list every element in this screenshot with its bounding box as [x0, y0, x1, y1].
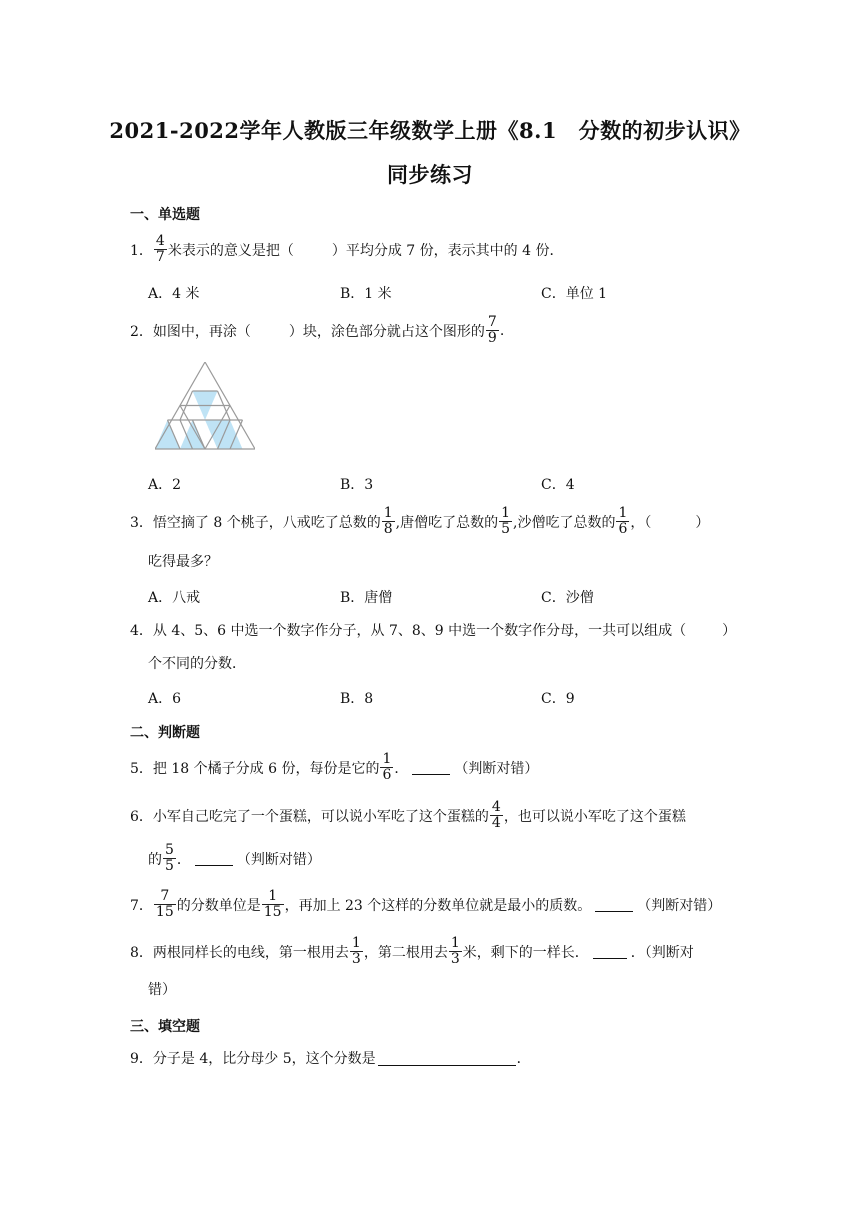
question-6-continued — [148, 843, 321, 874]
option-c[interactable]: C．4 — [541, 477, 575, 493]
question-text: ，也可以说小军吃了这个蛋糕 — [503, 808, 686, 825]
question-text-continued: 吃得最多？ — [148, 554, 218, 570]
answer-blank[interactable] — [195, 851, 233, 866]
question-number: 7． — [130, 897, 153, 914]
question-text-continued: 个不同的分数． — [148, 656, 246, 672]
fraction — [163, 843, 176, 874]
numerator: 5 — [165, 842, 174, 858]
question-text: 的 — [148, 851, 162, 868]
option-b[interactable]: B．1 米 — [340, 286, 392, 302]
question-text: ,唐僧吃了总数的 — [395, 514, 499, 531]
answer-blank[interactable] — [412, 760, 450, 775]
page-title: 2021-2022学年人教版三年级数学上册《8.1 分数的初步认识》 — [109, 118, 751, 143]
question-text: 分子是 4，比分母少 5，这个分数是 — [152, 1051, 376, 1067]
numerator: 1 — [618, 505, 628, 521]
question-number: 5． — [130, 760, 153, 777]
question-text: ） — [695, 514, 710, 531]
denominator: 7 — [155, 249, 165, 265]
numerator: 1 — [268, 888, 278, 904]
denominator: 15 — [155, 904, 174, 920]
section-heading-single-choice: 一、单选题 — [130, 207, 200, 223]
denominator: 6 — [618, 521, 628, 537]
denominator: 3 — [351, 951, 361, 967]
shaded-triangle — [180, 420, 205, 449]
denominator: 4 — [491, 815, 501, 831]
question-2 — [130, 315, 504, 346]
numerator: 4 — [155, 233, 165, 249]
answer-blank[interactable] — [378, 1051, 516, 1066]
question-text: （判断对错） — [637, 897, 722, 914]
fraction — [382, 506, 395, 537]
question-1 — [130, 234, 563, 265]
question-text: ．（判断对 — [630, 944, 694, 961]
denominator: 9 — [487, 330, 497, 346]
question-text: . — [499, 322, 505, 339]
numerator: 1 — [383, 505, 393, 521]
question-text: 小军自己吃完了一个蛋糕，可以说小军吃了这个蛋糕的 — [152, 808, 489, 825]
numerator: 7 — [160, 888, 170, 904]
question-text: 从 4、5、6 中选一个数字作分子，从 7、8、9 中选一个数字作分母，一共可以组成（ — [152, 623, 687, 639]
numerator: 1 — [382, 751, 392, 767]
fraction — [154, 889, 176, 920]
question-text: 米表示的意义是把（ — [167, 242, 294, 259]
option-b[interactable]: B．唐僧 — [340, 590, 393, 606]
question-text: 的分数单位是 — [176, 897, 261, 914]
numerator: 1 — [501, 505, 511, 521]
fraction — [490, 800, 503, 831]
denominator: 15 — [263, 904, 282, 920]
question-3 — [130, 506, 709, 537]
fraction — [449, 936, 462, 967]
denominator: 5 — [165, 858, 174, 874]
question-text: ，（ — [630, 514, 652, 531]
option-c[interactable]: C．9 — [541, 691, 575, 707]
question-text: ． — [516, 1051, 531, 1067]
question-text: ,沙僧吃了总数的 — [513, 514, 616, 531]
question-text: 米，剩下的一样长． — [462, 944, 589, 961]
question-text-continued: 错） — [148, 982, 176, 998]
fraction — [616, 506, 629, 537]
numerator: 4 — [491, 799, 501, 815]
question-number: 4． — [130, 623, 153, 639]
numerator: 1 — [450, 935, 460, 951]
question-9 — [130, 1048, 531, 1068]
fraction — [499, 506, 512, 537]
numerator: 1 — [351, 935, 361, 951]
option-c[interactable]: C．单位 1 — [541, 286, 608, 302]
question-number: 9． — [130, 1051, 153, 1067]
numerator: 7 — [487, 314, 497, 330]
question-text: （判断对错） — [454, 760, 539, 777]
question-8 — [130, 936, 694, 967]
triangle-figure — [155, 362, 255, 450]
option-c[interactable]: C．沙僧 — [541, 590, 594, 606]
answer-blank[interactable] — [593, 944, 627, 959]
fraction — [154, 234, 167, 265]
question-number: 2． — [130, 323, 153, 340]
question-6 — [130, 800, 686, 831]
answer-blank[interactable] — [595, 897, 633, 912]
option-b[interactable]: B．8 — [340, 691, 374, 707]
question-number: 6． — [130, 808, 153, 825]
section-heading-fill-in: 三、填空题 — [130, 1019, 200, 1035]
question-text: ）平均分成 7 份，表示其中的 4 份． — [331, 242, 564, 259]
question-text: 悟空摘了 8 个桃子，八戒吃了总数的 — [152, 514, 381, 531]
section-heading-true-false: 二、判断题 — [130, 725, 200, 741]
denominator: 5 — [501, 521, 511, 537]
option-a[interactable]: A．2 — [148, 477, 182, 493]
shaded-triangle — [155, 420, 180, 449]
question-text: ． — [394, 760, 409, 777]
question-text: （判断对错） — [236, 851, 321, 868]
question-text: ，第二根用去 — [363, 944, 448, 961]
option-b[interactable]: B．3 — [340, 477, 374, 493]
question-text: 两根同样长的电线，第一根用去 — [152, 944, 349, 961]
question-4 — [130, 620, 736, 640]
page-subtitle: 同步练习 — [387, 162, 473, 187]
question-text: ）块，涂色部分就占这个图形的 — [288, 323, 485, 340]
option-a[interactable]: A．4 米 — [148, 286, 200, 302]
question-text: ． — [176, 851, 191, 868]
option-a[interactable]: A．八戒 — [148, 590, 201, 606]
denominator: 8 — [383, 521, 393, 537]
denominator: 3 — [450, 951, 460, 967]
question-5 — [130, 752, 538, 783]
fraction — [486, 315, 499, 346]
question-number: 1． — [130, 242, 153, 259]
question-7 — [130, 889, 721, 920]
option-a[interactable]: A．6 — [148, 691, 182, 707]
question-text: 如图中，再涂（ — [152, 323, 251, 340]
fraction — [350, 936, 363, 967]
question-text: ，再加上 23 个这样的分数单位就是最小的质数。 — [284, 897, 592, 914]
question-text: ） — [722, 623, 737, 639]
fraction — [262, 889, 284, 920]
denominator: 6 — [382, 767, 392, 783]
fraction — [380, 752, 393, 783]
question-number: 8． — [130, 944, 153, 961]
question-text: 把 18 个橘子分成 6 份，每份是它的 — [152, 760, 380, 777]
question-number: 3． — [130, 514, 153, 531]
